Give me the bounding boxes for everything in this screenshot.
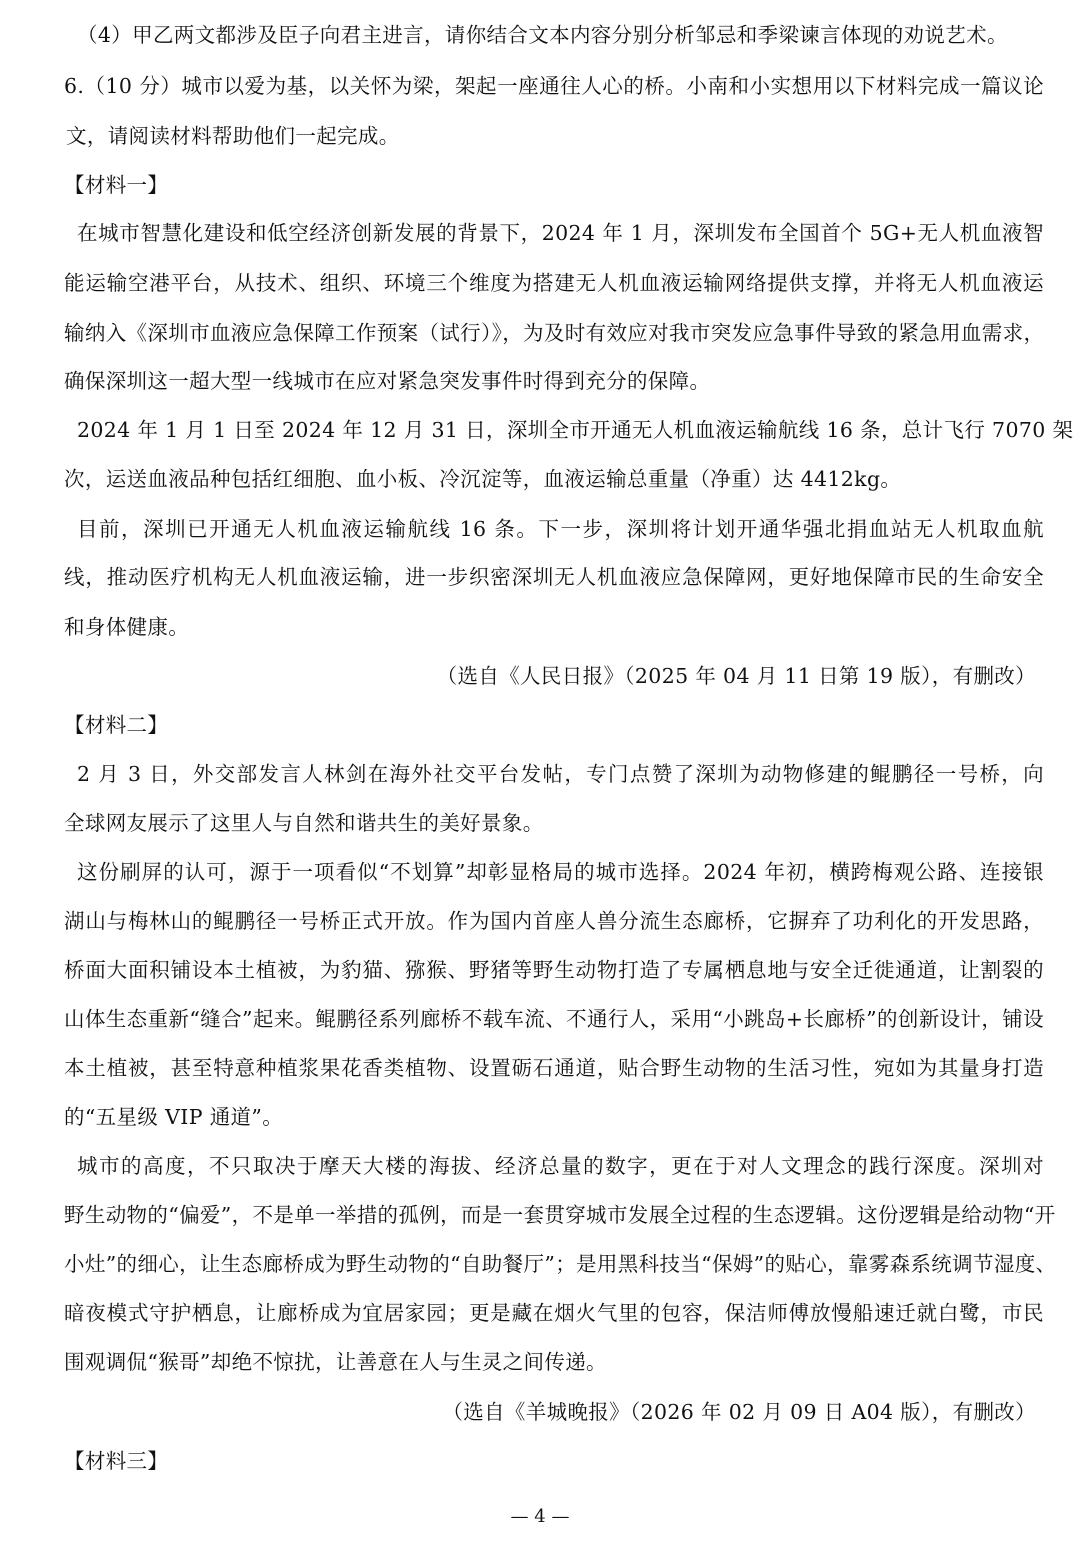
page-number: — 4 — <box>510 1506 570 1527</box>
material-2-heading: 【材料二】 <box>64 713 169 737</box>
material-2-p2-line-2: 湖山与梅林山的鲲鹏径一号桥正式开放。作为国内首座人兽分流生态廊桥，它摒弃了功利化的开发思路， <box>64 909 1044 933</box>
question-4: （4）甲乙两文都涉及臣子向君主进言，请你结合文本内容分别分析邹忌和季梁谏言体现的劝说艺术。 <box>77 23 1008 47</box>
material-3-heading: 【材料三】 <box>64 1449 169 1473</box>
material-1-source: （选自《人民日报》（2025 年 04 月 11 日第 19 版），有删改） <box>436 664 1036 688</box>
material-2-p3-line-2: 野生动物的“偏爱”，不是单一举措的孤例，而是一套贯穿城市发展全过程的生态逻辑。这份逻辑是给动物“开 <box>64 1203 1056 1227</box>
material-1-p1-line-2: 能运输空港平台，从技术、组织、环境三个维度为搭建无人机血液运输网络提供支撑，并将无人机血液运 <box>64 271 1044 295</box>
material-2-p2-line-4: 山体生态重新“缝合”起来。鲲鹏径系列廊桥不载车流、不通行人，采用“小跳岛+长廊桥”的创新设计，铺设 <box>64 1007 1044 1031</box>
material-2-p3-line-3: 小灶”的细心，让生态廊桥成为野生动物的“自助餐厅”；是用黑科技当“保姆”的贴心，靠雾森系统调节湿度、 <box>64 1252 1057 1276</box>
material-2-p3-line-1: 城市的高度，不只取决于摩天大楼的海拔、经济总量的数字，更在于对人文理念的践行深度。深圳对 <box>77 1154 1044 1178</box>
material-2-p1-line-1: 2 月 3 日，外交部发言人林剑在海外社交平台发帖，专门点赞了深圳为动物修建的鲲鹏径一号桥，向 <box>77 762 1044 786</box>
material-1-p2-line-1: 2024 年 1 月 1 日至 2024 年 12 月 31 日，深圳全市开通无人机血液运输航线 16 条，总计飞行 7070 架 <box>77 418 1074 442</box>
material-2-p2-line-3: 桥面大面积铺设本土植被，为豹猫、猕猴、野猪等野生动物打造了专属栖息地与安全迁徙通道，让割裂的 <box>64 958 1044 982</box>
material-2-p3-line-4: 暗夜模式守护栖息，让廊桥成为宜居家园；更是藏在烟火气里的包容，保洁师傅放慢船速迁就白鹭，市民 <box>64 1301 1044 1325</box>
material-1-p2-line-2: 次，运送血液品种包括红细胞、血小板、冷沉淀等，血液运输总重量（净重）达 4412kg。 <box>64 467 902 491</box>
question-6-line-2: 文，请阅读材料帮助他们一起完成。 <box>66 124 400 148</box>
material-1-p1-line-1: 在城市智慧化建设和低空经济创新发展的背景下，2024 年 1 月，深圳发布全国首个 5G+无人机血液智 <box>77 221 1044 245</box>
material-1-p3-line-3: 和身体健康。 <box>64 615 190 639</box>
material-2-p2-line-5: 本土植被，甚至特意种植浆果花香类植物、设置砺石通道，贴合野生动物的生活习性，宛如为其量身打造 <box>64 1056 1044 1080</box>
material-2-p3-line-5: 围观调侃“猴哥”却绝不惊扰，让善意在人与生灵之间传递。 <box>64 1350 607 1374</box>
material-2-source: （选自《羊城晚报》（2026 年 02 月 09 日 A04 版），有删改） <box>442 1400 1036 1424</box>
material-1-p1-line-3: 输纳入《深圳市血液应急保障工作预案（试行）》，为及时有效应对我市突发应急事件导致的紧急用血需求， <box>64 321 1045 345</box>
material-1-p3-line-2: 线，推动医疗机构无人机血液运输，进一步织密深圳无人机血液应急保障网，更好地保障市民的生命安全 <box>64 565 1044 589</box>
material-1-heading: 【材料一】 <box>64 173 169 197</box>
material-1-p1-line-4: 确保深圳这一超大型一线城市在应对紧急突发事件时得到充分的保障。 <box>64 369 711 393</box>
material-2-p1-line-2: 全球网友展示了这里人与自然和谐共生的美好景象。 <box>64 811 544 835</box>
question-6-line-1: 6.（10 分）城市以爱为基，以关怀为梁，架起一座通往人心的桥。小南和小实想用以下材料完成一篇议论 <box>64 74 1044 98</box>
material-2-p2-line-6: 的“五星级 VIP 通道”。 <box>64 1105 284 1129</box>
material-2-p2-line-1: 这份刷屏的认可，源于一项看似“不划算”却彰显格局的城市选择。2024 年初，横跨梅观公路、连接银 <box>77 860 1044 884</box>
material-1-p3-line-1: 目前，深圳已开通无人机血液运输航线 16 条。下一步，深圳将计划开通华强北捐血站无人机取血航 <box>77 517 1044 541</box>
